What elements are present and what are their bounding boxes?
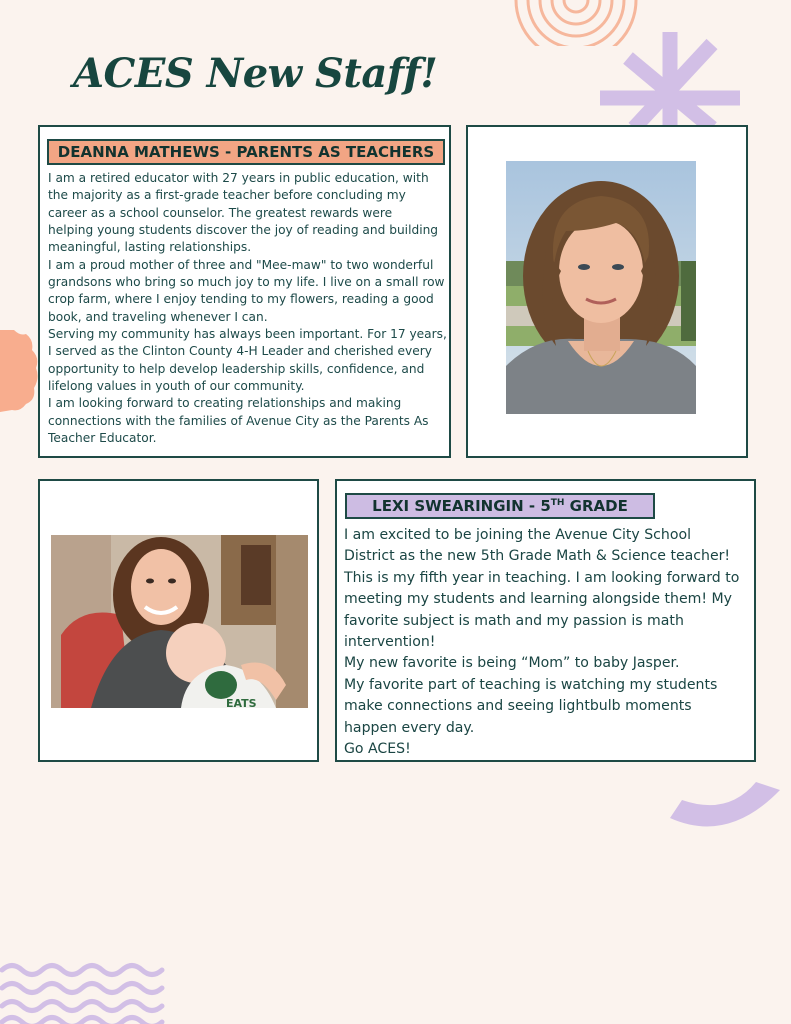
staff-bio-card-deanna — [38, 125, 451, 458]
staff-name-heading: DEANNA MATHEWS - PARENTS AS TEACHERS — [47, 139, 445, 165]
staff-bio-card-lexi — [335, 479, 756, 762]
photo-shirt-text: EATS — [226, 697, 257, 708]
staff-name-heading — [345, 493, 655, 519]
staff-photo-deanna — [506, 161, 696, 414]
heading-name: LEXI SWEARINGIN - 5 — [372, 497, 551, 515]
half-circle-icon — [0, 330, 40, 412]
staff-bio-text: I am a retired educator with 27 years in public education, with the majority as a first-grade teacher before concluding my career as a school counselor. The greatest rewards were helping young students discover the joy of reading and building meaningful, lasting relationships. I am a proud mother of three and "Mee-maw" to two wonderful grandsons who bring so much joy to my life. I live on a small row crop farm, where I enjoy tending to my flowers, reading a good book, and traveling whenever I can. Serving my community has always been important. For 17 years, I served as the Clinton County 4-H Leader and cherished every opportunity to help develop leadership skills, confidence, and lifelong values in youth of our community. I am looking forward to creating relationships and making connections with the families of Avenue City as the Parents As Teacher Educator. — [48, 171, 447, 446]
heading-grade: GRADE — [564, 497, 628, 515]
staff-bio-text: I am excited to be joining the Avenue City School District as the new 5th Grade Math & Science teacher! This is my fifth year in teaching. I am looking forward to meeting my students and learning alongside them! My favorite subject is math and my passion is math intervention! My new favorite is being “Mom” to baby Jasper. My favorite part of teaching is watching my students make connections and seeing lightbulb moments happen every day. Go ACES! — [344, 527, 740, 758]
asterisk-star-icon — [600, 30, 740, 130]
wavy-lines-icon — [0, 958, 165, 1024]
staff-photo-lexi — [51, 535, 308, 708]
crescent-arc-icon — [668, 778, 784, 840]
page-title: ACES New Staff! — [73, 50, 438, 97]
staff-photo-card-lexi — [38, 479, 319, 762]
heading-superscript: TH — [550, 498, 565, 508]
staff-photo-card-deanna — [466, 125, 748, 458]
